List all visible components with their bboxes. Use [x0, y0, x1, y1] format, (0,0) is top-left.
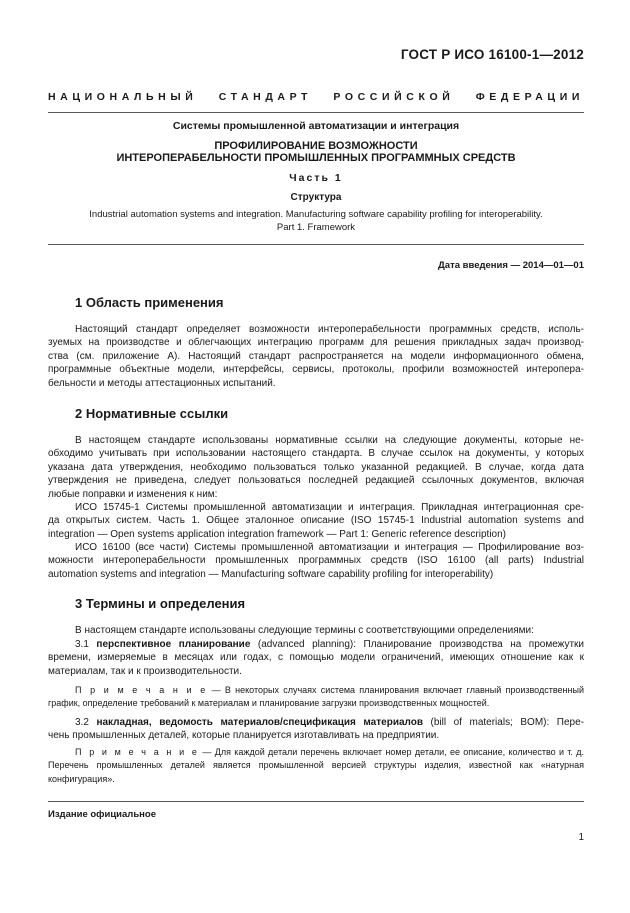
text-line: [48, 746, 584, 759]
page-number: 1: [578, 832, 584, 843]
title-rule-bottom: [48, 244, 584, 245]
term-definition-start: (advanced planning): Планирование производства на промежутки: [250, 639, 584, 650]
intro-date: [438, 260, 584, 271]
english-title-line-2: Part 1. Framework: [276, 222, 356, 233]
english-title-line-1: Industrial automation systems and integration. Manufacturing software capability profiling for interoperability.: [89, 209, 543, 220]
text-line: integration — Open systems application integration framework — Part 1: Generic reference description): [48, 528, 506, 540]
subtitle: Структура: [290, 192, 342, 203]
intro-date-label: Дата введения: [438, 260, 508, 271]
term-number: 3.1: [75, 639, 89, 650]
note-label: П р и м е ч а н и е: [75, 685, 208, 695]
section-2-reference-iso-16100: [48, 541, 584, 581]
section-2-reference-iso-15745: [48, 501, 584, 541]
section-3-heading: 3 Термины и определения: [75, 596, 246, 611]
section-2-heading: 2 Нормативные ссылки: [75, 406, 229, 421]
text-line: программные объектные модели, интерфейсы, сервисы, протоколы, профили возможностей интеропера-: [48, 364, 584, 376]
text-line: материалам, так и к производительности.: [48, 665, 242, 677]
text-line: В настоящем стандарте использованы следующие термины с соответствующими определениями:: [75, 625, 534, 636]
header-rule-top: [48, 112, 584, 113]
term-name: накладная, ведомость материалов/спецификация материалов: [96, 717, 423, 728]
national-standard-text: НАЦИОНАЛЬНЫЙ СТАНДАРТ РОССИЙСКОЙ ФЕДЕРАЦИИ: [48, 91, 584, 103]
term-name: перспективное планирование: [96, 639, 251, 650]
section-1-heading: 1 Область применения: [75, 295, 224, 310]
text-line: чень промышленных деталей, которые планируется изготавливать на предприятии.: [48, 730, 440, 742]
text-line: ИСО 16100 (все части) Системы промышленной автоматизации и интеграция — Профилирование воз-: [75, 542, 584, 553]
text-line: [48, 684, 584, 697]
section-3-intro: [48, 624, 584, 637]
text-line: конфигурация».: [48, 773, 115, 784]
main-title-line-2: ИНТЕРОПЕРАБЕЛЬНОСТИ ПРОМЫШЛЕННЫХ ПРОГРАММНЫХ СРЕДСТВ: [116, 152, 516, 164]
text-line: Настоящий стандарт определяет возможности интероперабельности программных средств, исполь-: [75, 324, 584, 335]
footer-rule: [48, 801, 584, 802]
text-line: утверждения не приведена, следует пользоваться последней редакцией ссылочных документов, включая: [48, 475, 584, 487]
term-number: 3.2: [75, 717, 89, 728]
note-1: [48, 684, 584, 711]
text-line: ИСО 15745-1 Системы промышленной автоматизации и интеграция. Прикладная интеграционная сре-: [75, 502, 584, 513]
text-line: [48, 638, 584, 651]
note-text-start: — Для каждой детали перечень включает номер детали, ее описание, количество и т. д.: [199, 747, 585, 757]
text-line: можности интероперабельности промышленных программных средств (ISO 16100 (all parts) Industrial: [48, 555, 584, 567]
term-3-2: [48, 716, 584, 743]
text-line: любые поправки и изменения к ним:: [48, 488, 218, 500]
text-line: automation systems and integration — Manufacturing software capability profiling for interoperability): [48, 568, 494, 580]
part-label: Часть 1: [289, 172, 343, 184]
text-line: обходимо учитывать при использовании настоящего стандарта. В случае ссылок на документы, у которых: [48, 448, 584, 460]
section-2-paragraph-1: [48, 434, 584, 501]
document-id: ГОСТ Р ИСО 16100-1—2012: [400, 47, 584, 62]
text-line: зуемых на производстве и облегчающих интеграцию программ для решения прикладных задач производ-: [48, 337, 584, 349]
note-text-start: — В некоторых случаях система планирования включает главный производственный: [207, 685, 584, 695]
text-line: времени, измеряемые в месяцах или годах, с помощью модели ограничений, имеющих отношение как к: [48, 652, 584, 664]
text-line: указана дата утверждения, необходимо пользоваться только указанной редакцией. В случае, когда дата: [48, 461, 584, 473]
term-definition-start: (bill of materials; BOM): Пере-: [423, 717, 584, 728]
text-line: Перечень промышленных деталей является промышленной версией структуры изделия, известной как «натурная: [48, 760, 584, 771]
note-2: [48, 746, 584, 786]
text-line: ства (см. приложение А). Настоящий стандарт распространяется на модели информационного обмена,: [48, 350, 584, 362]
text-line: график, определение требований к материалам и планирование загрузки производственных мощностей.: [48, 698, 490, 709]
section-1-paragraph: [48, 323, 584, 390]
term-3-1: [48, 638, 584, 678]
text-line: да открытых систем. Часть 1. Общее эталонное описание (ISO 15745-1 Industrial automation systems and: [48, 515, 584, 527]
main-title-line-1: ПРОФИЛИРОВАНИЕ ВОЗМОЖНОСТИ: [214, 140, 418, 152]
national-standard-banner: [48, 91, 584, 103]
text-line: [48, 716, 584, 729]
note-label: П р и м е ч а н и е: [75, 747, 200, 757]
text-line: бельности и методы аттестационных испытаний.: [48, 377, 276, 389]
series-title: Системы промышленной автоматизации и интеграция: [172, 120, 460, 132]
official-edition-label: Издание официальное: [48, 809, 156, 820]
text-line: В настоящем стандарте использованы нормативные ссылки на следующие документы, которые не-: [75, 435, 584, 446]
intro-date-value: — 2014—01—01: [510, 260, 584, 271]
